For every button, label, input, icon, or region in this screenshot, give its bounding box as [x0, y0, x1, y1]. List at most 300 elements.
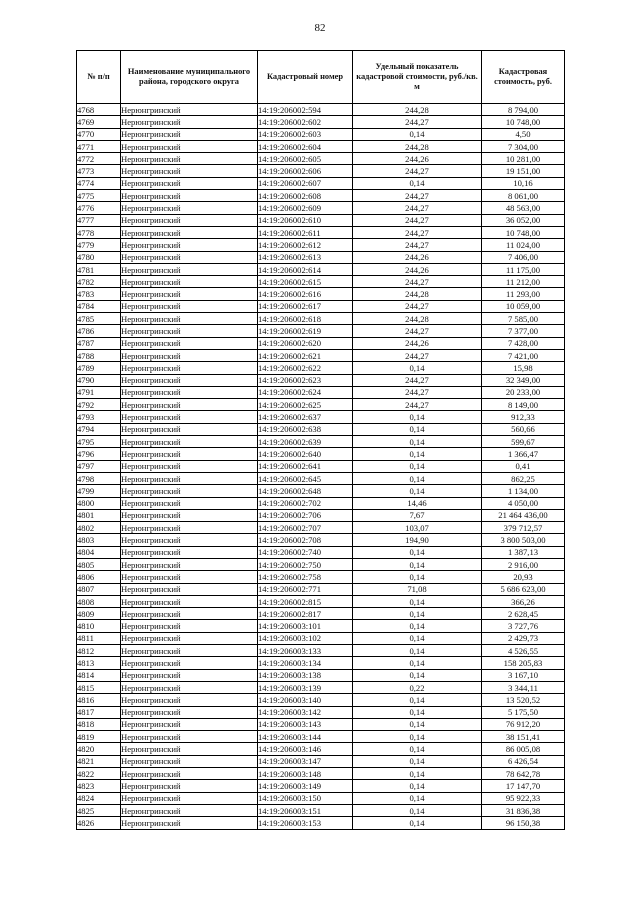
cadastral-value-cell: 2 429,73	[482, 632, 565, 644]
table-row	[77, 349, 565, 361]
district-cell: Нерюнгринский	[121, 718, 258, 730]
specific-rate-cell: 0,14	[353, 595, 482, 607]
cadastral-value-cell: 48 563,00	[482, 202, 565, 214]
row-number-cell: 4786	[77, 325, 121, 337]
table-row	[77, 202, 565, 214]
cadastral-number-cell: 14:19:206002:638	[258, 423, 353, 435]
district-cell: Нерюнгринский	[121, 423, 258, 435]
table-row	[77, 657, 565, 669]
cadastral-number-cell: 14:19:206002:707	[258, 522, 353, 534]
cadastral-value-cell: 10 748,00	[482, 116, 565, 128]
cadastral-number-cell: 14:19:206002:740	[258, 546, 353, 558]
specific-rate-cell: 0,14	[353, 817, 482, 829]
specific-rate-cell: 71,08	[353, 583, 482, 595]
district-cell: Нерюнгринский	[121, 226, 258, 238]
cadastral-value-cell: 4 050,00	[482, 497, 565, 509]
cadastral-number-cell: 14:19:206003:138	[258, 669, 353, 681]
table-row	[77, 325, 565, 337]
cadastral-value-cell: 3 727,76	[482, 620, 565, 632]
table-row	[77, 116, 565, 128]
cadastral-value-cell: 912,33	[482, 411, 565, 423]
specific-rate-cell: 0,14	[353, 694, 482, 706]
cadastral-number-cell: 14:19:206002:603	[258, 128, 353, 140]
cadastral-value-cell: 379 712,57	[482, 522, 565, 534]
row-number-cell: 4808	[77, 595, 121, 607]
table-row	[77, 632, 565, 644]
table-row	[77, 411, 565, 423]
cadastral-number-cell: 14:19:206003:153	[258, 817, 353, 829]
page-number: 82	[314, 22, 326, 34]
district-cell: Нерюнгринский	[121, 374, 258, 386]
cadastral-value-cell: 17 147,70	[482, 780, 565, 792]
row-number-cell: 4799	[77, 485, 121, 497]
row-number-cell: 4791	[77, 386, 121, 398]
specific-rate-cell: 244,27	[353, 349, 482, 361]
cadastral-value-cell: 7 428,00	[482, 337, 565, 349]
cadastral-number-cell: 14:19:206002:706	[258, 509, 353, 521]
row-number-cell: 4805	[77, 558, 121, 570]
cadastral-number-cell: 14:19:206002:614	[258, 263, 353, 275]
row-number-cell: 4806	[77, 571, 121, 583]
cadastral-value-cell: 4,50	[482, 128, 565, 140]
specific-rate-cell: 0,14	[353, 485, 482, 497]
specific-rate-cell: 244,27	[353, 325, 482, 337]
district-cell: Нерюнгринский	[121, 780, 258, 792]
table-row	[77, 374, 565, 386]
district-cell: Нерюнгринский	[121, 632, 258, 644]
cadastral-number-cell: 14:19:206002:758	[258, 571, 353, 583]
table-row	[77, 276, 565, 288]
specific-rate-cell: 0,22	[353, 681, 482, 693]
cadastral-value-cell: 20 233,00	[482, 386, 565, 398]
cadastral-value-cell: 95 922,33	[482, 792, 565, 804]
specific-rate-cell: 244,26	[353, 337, 482, 349]
district-cell: Нерюнгринский	[121, 313, 258, 325]
cadastral-value-cell: 7 585,00	[482, 313, 565, 325]
cadastral-number-cell: 14:19:206002:609	[258, 202, 353, 214]
cadastral-value-cell: 3 344,11	[482, 681, 565, 693]
row-number-cell: 4810	[77, 620, 121, 632]
cadastral-number-cell: 14:19:206002:622	[258, 362, 353, 374]
cadastral-value-cell: 1 134,00	[482, 485, 565, 497]
table-row	[77, 423, 565, 435]
specific-rate-cell: 0,14	[353, 558, 482, 570]
specific-rate-cell: 103,07	[353, 522, 482, 534]
cadastral-value-cell: 599,67	[482, 436, 565, 448]
cadastral-value-cell: 3 167,10	[482, 669, 565, 681]
row-number-cell: 4820	[77, 743, 121, 755]
row-number-cell: 4787	[77, 337, 121, 349]
specific-rate-cell: 0,14	[353, 128, 482, 140]
specific-rate-cell: 244,27	[353, 239, 482, 251]
row-number-cell: 4775	[77, 190, 121, 202]
district-cell: Нерюнгринский	[121, 436, 258, 448]
district-cell: Нерюнгринский	[121, 546, 258, 558]
specific-rate-cell: 244,26	[353, 153, 482, 165]
specific-rate-cell: 0,14	[353, 755, 482, 767]
district-cell: Нерюнгринский	[121, 497, 258, 509]
row-number-cell: 4781	[77, 263, 121, 275]
row-number-cell: 4809	[77, 608, 121, 620]
cadastral-number-cell: 14:19:206002:610	[258, 214, 353, 226]
cadastral-number-cell: 14:19:206003:147	[258, 755, 353, 767]
specific-rate-cell: 244,27	[353, 226, 482, 238]
table-row	[77, 731, 565, 743]
table-row	[77, 214, 565, 226]
cadastral-value-cell: 36 052,00	[482, 214, 565, 226]
row-number-cell: 4795	[77, 436, 121, 448]
district-cell: Нерюнгринский	[121, 251, 258, 263]
table-row	[77, 546, 565, 558]
specific-rate-cell: 14,46	[353, 497, 482, 509]
specific-rate-cell: 0,14	[353, 423, 482, 435]
row-number-cell: 4784	[77, 300, 121, 312]
specific-rate-cell: 0,14	[353, 632, 482, 644]
cadastral-value-cell: 76 912,20	[482, 718, 565, 730]
specific-rate-cell: 0,14	[353, 571, 482, 583]
specific-rate-cell: 0,14	[353, 669, 482, 681]
table-row	[77, 558, 565, 570]
district-cell: Нерюнгринский	[121, 534, 258, 546]
cadastral-value-cell: 2 628,45	[482, 608, 565, 620]
district-cell: Нерюнгринский	[121, 608, 258, 620]
specific-rate-cell: 7,67	[353, 509, 482, 521]
district-cell: Нерюнгринский	[121, 140, 258, 152]
district-cell: Нерюнгринский	[121, 177, 258, 189]
cadastral-number-cell: 14:19:206003:133	[258, 645, 353, 657]
district-cell: Нерюнгринский	[121, 128, 258, 140]
table-row	[77, 669, 565, 681]
table-header-row	[77, 51, 565, 104]
row-number-cell: 4812	[77, 645, 121, 657]
table-row	[77, 362, 565, 374]
cadastral-number-cell: 14:19:206002:607	[258, 177, 353, 189]
district-cell: Нерюнгринский	[121, 399, 258, 411]
cadastral-number-cell: 14:19:206003:146	[258, 743, 353, 755]
cadastral-value-cell: 10 281,00	[482, 153, 565, 165]
district-cell: Нерюнгринский	[121, 276, 258, 288]
district-cell: Нерюнгринский	[121, 239, 258, 251]
cadastral-number-cell: 14:19:206002:613	[258, 251, 353, 263]
table-row	[77, 804, 565, 816]
row-number-cell: 4816	[77, 694, 121, 706]
cadastral-number-cell: 14:19:206003:139	[258, 681, 353, 693]
district-cell: Нерюнгринский	[121, 362, 258, 374]
header-district: Наименование муниципального района, городского округа	[121, 51, 258, 104]
cadastral-value-cell: 5 686 623,00	[482, 583, 565, 595]
table-row	[77, 768, 565, 780]
table-row	[77, 743, 565, 755]
row-number-cell: 4801	[77, 509, 121, 521]
district-cell: Нерюнгринский	[121, 595, 258, 607]
cadastral-number-cell: 14:19:206002:619	[258, 325, 353, 337]
table-row	[77, 755, 565, 767]
district-cell: Нерюнгринский	[121, 558, 258, 570]
row-number-cell: 4803	[77, 534, 121, 546]
cadastral-value-cell: 8 794,00	[482, 104, 565, 116]
cadastral-number-cell: 14:19:206002:615	[258, 276, 353, 288]
specific-rate-cell: 244,28	[353, 104, 482, 116]
cadastral-value-cell: 11 212,00	[482, 276, 565, 288]
specific-rate-cell: 0,14	[353, 743, 482, 755]
row-number-cell: 4824	[77, 792, 121, 804]
district-cell: Нерюнгринский	[121, 214, 258, 226]
row-number-cell: 4811	[77, 632, 121, 644]
district-cell: Нерюнгринский	[121, 190, 258, 202]
cadastral-number-cell: 14:19:206003:143	[258, 718, 353, 730]
cadastral-number-cell: 14:19:206003:102	[258, 632, 353, 644]
cadastral-value-cell: 31 836,38	[482, 804, 565, 816]
row-number-cell: 4792	[77, 399, 121, 411]
district-cell: Нерюнгринский	[121, 165, 258, 177]
row-number-cell: 4823	[77, 780, 121, 792]
table-row	[77, 780, 565, 792]
table-row	[77, 153, 565, 165]
district-cell: Нерюнгринский	[121, 202, 258, 214]
specific-rate-cell: 0,14	[353, 608, 482, 620]
specific-rate-cell: 0,14	[353, 177, 482, 189]
row-number-cell: 4779	[77, 239, 121, 251]
district-cell: Нерюнгринский	[121, 116, 258, 128]
row-number-cell: 4796	[77, 448, 121, 460]
district-cell: Нерюнгринский	[121, 448, 258, 460]
cadastral-value-cell: 15,98	[482, 362, 565, 374]
table-row	[77, 534, 565, 546]
specific-rate-cell: 0,14	[353, 546, 482, 558]
cadastral-number-cell: 14:19:206003:151	[258, 804, 353, 816]
specific-rate-cell: 0,14	[353, 706, 482, 718]
cadastral-value-cell: 19 151,00	[482, 165, 565, 177]
cadastral-value-cell: 32 349,00	[482, 374, 565, 386]
specific-rate-cell: 0,14	[353, 448, 482, 460]
district-cell: Нерюнгринский	[121, 792, 258, 804]
cadastral-value-cell: 10 059,00	[482, 300, 565, 312]
cadastral-value-cell: 7 304,00	[482, 140, 565, 152]
table-row	[77, 583, 565, 595]
row-number-cell: 4817	[77, 706, 121, 718]
cadastral-number-cell: 14:19:206003:134	[258, 657, 353, 669]
table-row	[77, 595, 565, 607]
table-row	[77, 251, 565, 263]
table-row	[77, 239, 565, 251]
table-row	[77, 399, 565, 411]
cadastral-value-cell: 7 406,00	[482, 251, 565, 263]
cadastral-number-cell: 14:19:206003:142	[258, 706, 353, 718]
row-number-cell: 4798	[77, 472, 121, 484]
row-number-cell: 4815	[77, 681, 121, 693]
cadastral-value-cell: 366,26	[482, 595, 565, 607]
cadastral-value-cell: 5 175,50	[482, 706, 565, 718]
table-row	[77, 571, 565, 583]
cadastral-value-cell: 1 366,47	[482, 448, 565, 460]
specific-rate-cell: 244,27	[353, 276, 482, 288]
specific-rate-cell: 244,27	[353, 165, 482, 177]
specific-rate-cell: 244,28	[353, 313, 482, 325]
cadastral-number-cell: 14:19:206002:648	[258, 485, 353, 497]
table-row	[77, 165, 565, 177]
district-cell: Нерюнгринский	[121, 755, 258, 767]
specific-rate-cell: 244,27	[353, 214, 482, 226]
cadastral-value-cell: 86 005,08	[482, 743, 565, 755]
table-row	[77, 104, 565, 116]
table-row	[77, 386, 565, 398]
district-cell: Нерюнгринский	[121, 645, 258, 657]
cadastral-number-cell: 14:19:206002:750	[258, 558, 353, 570]
specific-rate-cell: 0,14	[353, 436, 482, 448]
row-number-cell: 4770	[77, 128, 121, 140]
cadastral-value-cell: 11 175,00	[482, 263, 565, 275]
district-cell: Нерюнгринский	[121, 472, 258, 484]
cadastral-number-cell: 14:19:206002:605	[258, 153, 353, 165]
row-number-cell: 4772	[77, 153, 121, 165]
district-cell: Нерюнгринский	[121, 522, 258, 534]
specific-rate-cell: 0,14	[353, 411, 482, 423]
specific-rate-cell: 244,27	[353, 386, 482, 398]
district-cell: Нерюнгринский	[121, 300, 258, 312]
cadastral-number-cell: 14:19:206002:702	[258, 497, 353, 509]
district-cell: Нерюнгринский	[121, 485, 258, 497]
row-number-cell: 4771	[77, 140, 121, 152]
table-row	[77, 472, 565, 484]
row-number-cell: 4780	[77, 251, 121, 263]
cadastral-number-cell: 14:19:206002:817	[258, 608, 353, 620]
header-cadastral-number: Кадастровый номер	[258, 51, 353, 104]
table-row	[77, 313, 565, 325]
cadastral-value-cell: 78 642,78	[482, 768, 565, 780]
row-number-cell: 4804	[77, 546, 121, 558]
cadastral-number-cell: 14:19:206003:149	[258, 780, 353, 792]
row-number-cell: 4769	[77, 116, 121, 128]
row-number-cell: 4794	[77, 423, 121, 435]
cadastral-number-cell: 14:19:206002:624	[258, 386, 353, 398]
district-cell: Нерюнгринский	[121, 804, 258, 816]
cadastral-value-cell: 7 377,00	[482, 325, 565, 337]
specific-rate-cell: 244,27	[353, 202, 482, 214]
specific-rate-cell: 0,14	[353, 460, 482, 472]
table-row	[77, 337, 565, 349]
specific-rate-cell: 244,28	[353, 140, 482, 152]
cadastral-value-cell: 8 061,00	[482, 190, 565, 202]
cadastral-value-cell: 1 387,13	[482, 546, 565, 558]
district-cell: Нерюнгринский	[121, 104, 258, 116]
table-row	[77, 645, 565, 657]
cadastral-number-cell: 14:19:206002:611	[258, 226, 353, 238]
row-number-cell: 4776	[77, 202, 121, 214]
cadastral-number-cell: 14:19:206003:148	[258, 768, 353, 780]
row-number-cell: 4818	[77, 718, 121, 730]
cadastral-number-cell: 14:19:206002:608	[258, 190, 353, 202]
cadastral-value-cell: 10 748,00	[482, 226, 565, 238]
specific-rate-cell: 0,14	[353, 731, 482, 743]
cadastral-number-cell: 14:19:206002:616	[258, 288, 353, 300]
district-cell: Нерюнгринский	[121, 349, 258, 361]
specific-rate-cell: 0,14	[353, 768, 482, 780]
row-number-cell: 4785	[77, 313, 121, 325]
district-cell: Нерюнгринский	[121, 571, 258, 583]
specific-rate-cell: 0,14	[353, 804, 482, 816]
specific-rate-cell: 0,14	[353, 362, 482, 374]
district-cell: Нерюнгринский	[121, 706, 258, 718]
cadastral-value-cell: 20,93	[482, 571, 565, 583]
row-number-cell: 4825	[77, 804, 121, 816]
cadastral-value-cell: 862,25	[482, 472, 565, 484]
header-row-number: № п/п	[77, 51, 121, 104]
cadastral-number-cell: 14:19:206002:602	[258, 116, 353, 128]
table-row	[77, 681, 565, 693]
row-number-cell: 4802	[77, 522, 121, 534]
district-cell: Нерюнгринский	[121, 263, 258, 275]
district-cell: Нерюнгринский	[121, 669, 258, 681]
cadastral-number-cell: 14:19:206002:606	[258, 165, 353, 177]
row-number-cell: 4788	[77, 349, 121, 361]
row-number-cell: 4774	[77, 177, 121, 189]
cadastral-number-cell: 14:19:206002:637	[258, 411, 353, 423]
cadastral-number-cell: 14:19:206002:594	[258, 104, 353, 116]
table-row	[77, 817, 565, 829]
specific-rate-cell: 244,26	[353, 263, 482, 275]
cadastral-value-cell: 21 464 436,00	[482, 509, 565, 521]
table-row	[77, 436, 565, 448]
row-number-cell: 4777	[77, 214, 121, 226]
specific-rate-cell: 244,26	[353, 251, 482, 263]
district-cell: Нерюнгринский	[121, 509, 258, 521]
cadastral-value-cell: 3 800 503,00	[482, 534, 565, 546]
table-row	[77, 226, 565, 238]
table-row	[77, 497, 565, 509]
table-row	[77, 460, 565, 472]
specific-rate-cell: 0,14	[353, 780, 482, 792]
cadastral-value-cell: 11 293,00	[482, 288, 565, 300]
cadastral-number-cell: 14:19:206003:144	[258, 731, 353, 743]
specific-rate-cell: 244,27	[353, 399, 482, 411]
cadastral-value-cell: 38 151,41	[482, 731, 565, 743]
cadastral-value-cell: 4 526,55	[482, 645, 565, 657]
specific-rate-cell: 0,14	[353, 620, 482, 632]
district-cell: Нерюнгринский	[121, 694, 258, 706]
table-row	[77, 522, 565, 534]
row-number-cell: 4826	[77, 817, 121, 829]
cadastral-number-cell: 14:19:206002:625	[258, 399, 353, 411]
district-cell: Нерюнгринский	[121, 731, 258, 743]
specific-rate-cell: 0,14	[353, 645, 482, 657]
cadastral-value-cell: 7 421,00	[482, 349, 565, 361]
cadastral-number-cell: 14:19:206002:620	[258, 337, 353, 349]
specific-rate-cell: 244,27	[353, 190, 482, 202]
district-cell: Нерюнгринский	[121, 288, 258, 300]
district-cell: Нерюнгринский	[121, 681, 258, 693]
row-number-cell: 4821	[77, 755, 121, 767]
header-specific-rate: Удельный показатель кадастровой стоимости, руб./кв. м	[353, 51, 482, 104]
cadastral-number-cell: 14:19:206002:708	[258, 534, 353, 546]
cadastral-value-cell: 8 149,00	[482, 399, 565, 411]
table-row	[77, 190, 565, 202]
row-number-cell: 4819	[77, 731, 121, 743]
cadastral-number-cell: 14:19:206002:645	[258, 472, 353, 484]
cadastral-value-cell: 13 520,52	[482, 694, 565, 706]
row-number-cell: 4814	[77, 669, 121, 681]
table-row	[77, 177, 565, 189]
table-row	[77, 694, 565, 706]
specific-rate-cell: 0,14	[353, 472, 482, 484]
district-cell: Нерюнгринский	[121, 460, 258, 472]
row-number-cell: 4793	[77, 411, 121, 423]
cadastral-number-cell: 14:19:206003:150	[258, 792, 353, 804]
cadastral-number-cell: 14:19:206002:604	[258, 140, 353, 152]
cadastral-number-cell: 14:19:206002:623	[258, 374, 353, 386]
cadastral-number-cell: 14:19:206002:815	[258, 595, 353, 607]
specific-rate-cell: 194,90	[353, 534, 482, 546]
cadastral-value-table	[76, 50, 565, 830]
